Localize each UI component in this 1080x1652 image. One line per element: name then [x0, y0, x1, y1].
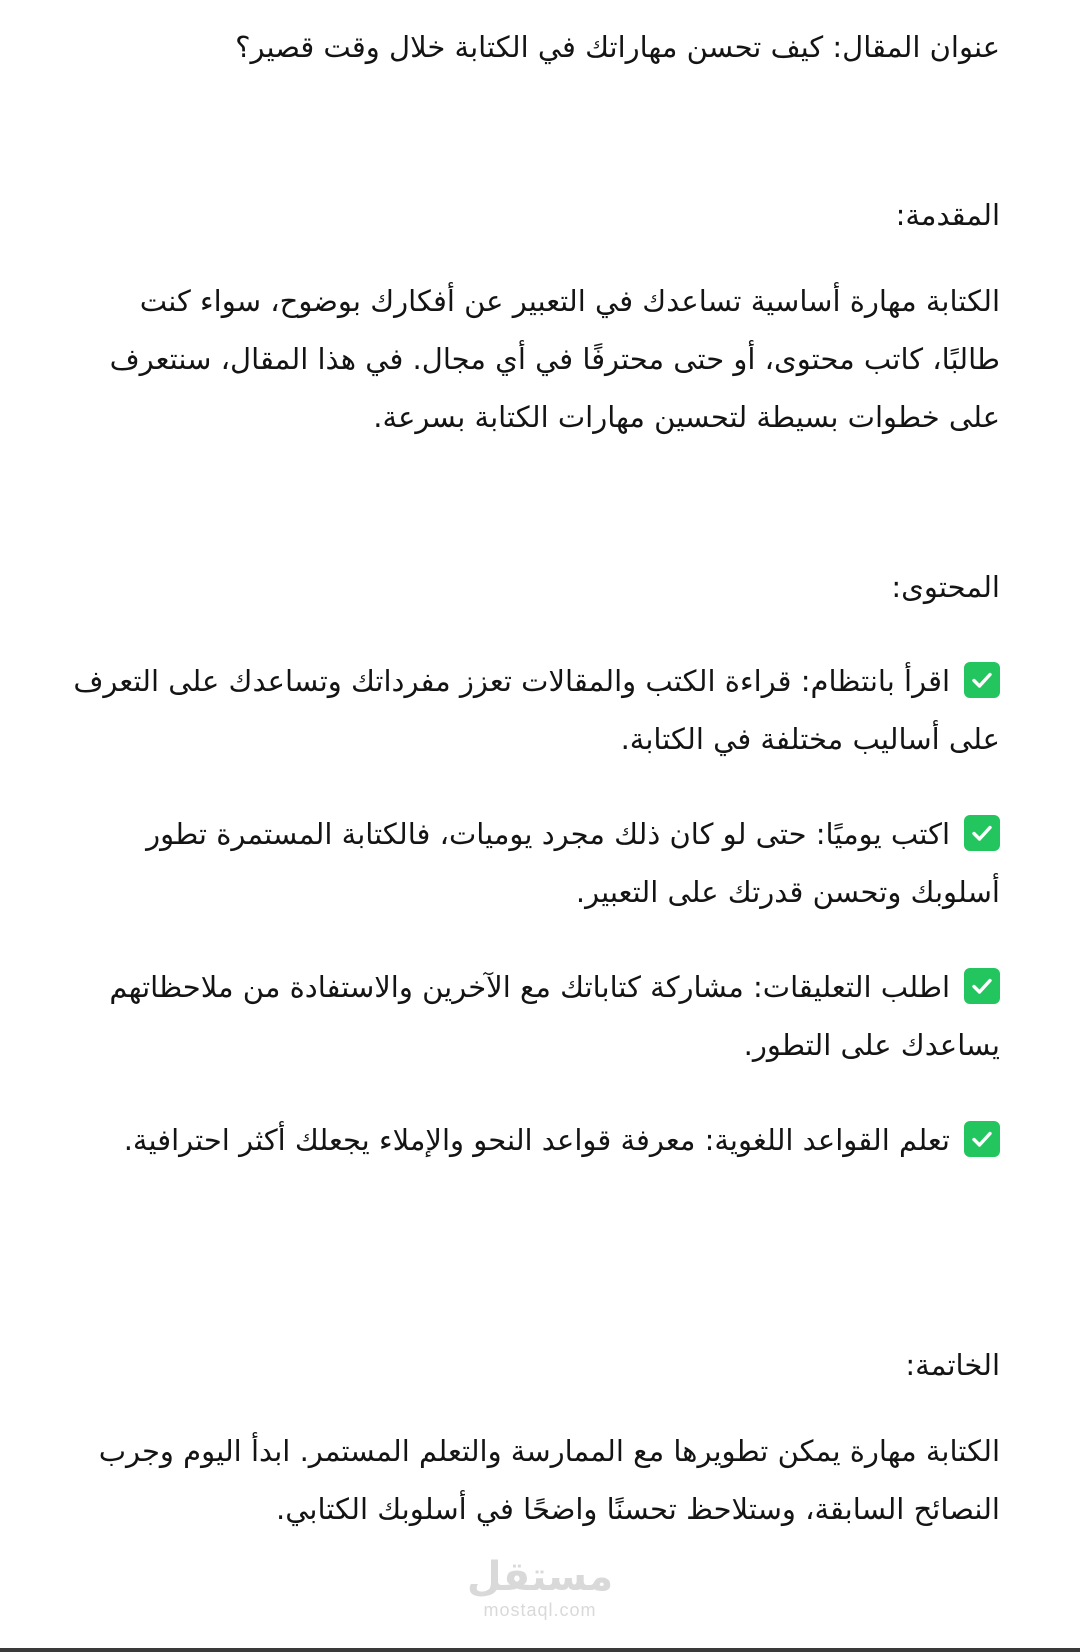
- check-box-icon: [964, 815, 1000, 851]
- content-heading: المحتوى:: [891, 570, 1000, 604]
- article-title: عنوان المقال: كيف تحسن مهاراتك في الكتابة خلال وقت قصير؟: [235, 30, 1000, 64]
- list-item: [70, 805, 1000, 921]
- list-item: [70, 652, 1000, 768]
- list-item-text: اقرأ بانتظام: قراءة الكتب والمقالات تعزز مفرداتك وتساعدك على التعرف على أساليب مختلفة في الكتابة.: [73, 664, 1000, 756]
- check-box-icon: [964, 662, 1000, 698]
- list-item: [70, 1111, 1000, 1169]
- list-item-text: تعلم القواعد اللغوية: معرفة قواعد النحو والإملاء يجعلك أكثر احترافية.: [123, 1123, 950, 1157]
- watermark-logo: مستقل: [466, 1554, 614, 1600]
- mostaql-watermark: [0, 1555, 1080, 1621]
- list-item-text: اكتب يوميًا: حتى لو كان ذلك مجرد يوميات، فالكتابة المستمرة تطور أسلوبك وتحسن قدرتك على التعبير.: [146, 817, 1000, 909]
- check-box-icon: [964, 1121, 1000, 1157]
- bottom-edge-bar: [0, 1648, 1080, 1652]
- watermark-url: mostaql.com: [483, 1600, 597, 1620]
- list-item-text: اطلب التعليقات: مشاركة كتاباتك مع الآخرين والاستفادة من ملاحظاتهم يساعدك على التطور.: [109, 970, 1000, 1062]
- conclusion-paragraph: الكتابة مهارة يمكن تطويرها مع الممارسة والتعلم المستمر. ابدأ اليوم وجرب النصائح السابقة، وستلاحظ تحسنًا واضحًا في أسلوبك الكتابي.: [98, 1434, 1000, 1526]
- conclusion-heading: الخاتمة:: [905, 1348, 1000, 1382]
- check-box-icon: [964, 968, 1000, 1004]
- intro-paragraph: الكتابة مهارة أساسية تساعدك في التعبير عن أفكارك بوضوح، سواء كنت طالبًا، كاتب محتوى، أو حتى محترفًا في أي مجال. في هذا المقال، سنتعرف على خطوات بسيطة لتحسين مهارات الكتابة بسرعة.: [109, 284, 1000, 434]
- list-item: [70, 958, 1000, 1074]
- intro-heading: المقدمة:: [895, 198, 1000, 232]
